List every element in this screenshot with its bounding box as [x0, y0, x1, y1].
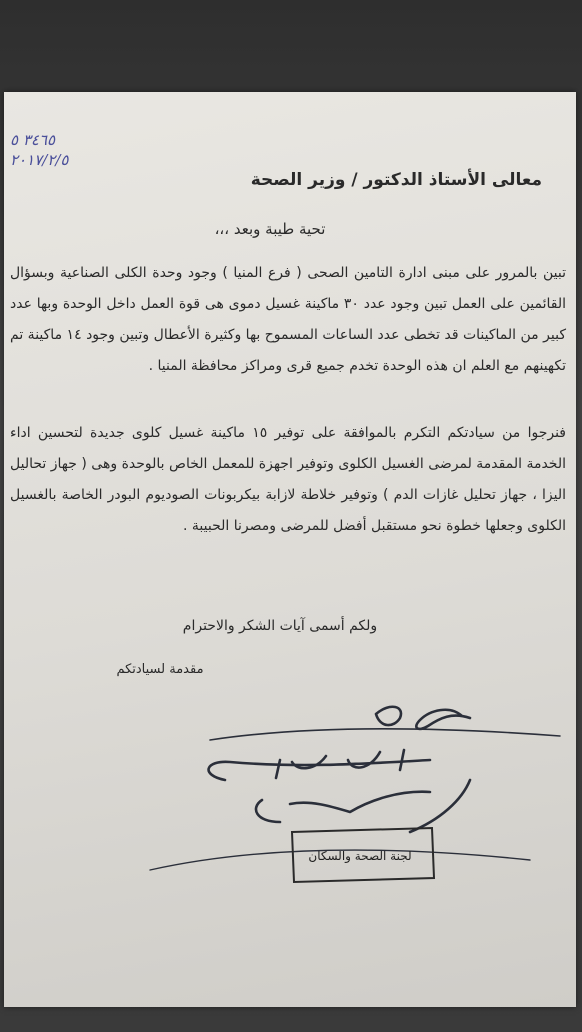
letter-submitted-by: مقدمة لسيادتكم: [116, 662, 204, 677]
committee-stamp: لجنة الصحة والسكان: [308, 849, 412, 863]
letter-paragraph: تبين بالمرور على مبنى ادارة التامين الصحى ( فرع المنيا ) وجود وحدة الكلى الصناعية وبسؤال القائمين على العمل تبين وجود عدد ٣٠ ماكينة غسيل دموى هى قوة العمل داخل الوحدة وبها عدد كبير من الماكينات قد تخطى عدد الساعات المسموح بها وكثيرة الأعطال وتبين وجود ١٤ ماكينة تم تكهينهم مع العلم ان هذه الوحدة تخدم جميع قرى ومراكز محافظة المنيا .: [10, 265, 566, 374]
reference-line: ٢٠١٧/٢/٥: [10, 151, 69, 169]
letter-greeting: تحية طيبة وبعد ،،،: [214, 220, 326, 238]
letter-closing: ولكم أسمى آيات الشكر والاحترام: [182, 618, 378, 634]
reference-line: ٣٤٦٥ ٥: [10, 131, 56, 149]
letter-paragraph: فنرجوا من سيادتكم التكرم بالموافقة على توفير ١٥ ماكينة غسيل كلوى جديدة لتحسين اداء الخدمة المقدمة لمرضى الغسيل الكلوى وتوفير اجهزة للمعمل الخاص بالوحدة وهى ( جهاز تحاليل اليزا ، جهاز تحليل غازات الدم ) وتوفير خلاطة لازابة بيكربونات الصوديوم البودر الخاصة بالغسيل الكلوى وجعلها خطوة نحو مستقبل أفضل للمرضى ومصرنا الحبيبة .: [10, 425, 566, 534]
letter-salutation: معالى الأستاذ الدكتور / وزير الصحة: [250, 170, 542, 190]
